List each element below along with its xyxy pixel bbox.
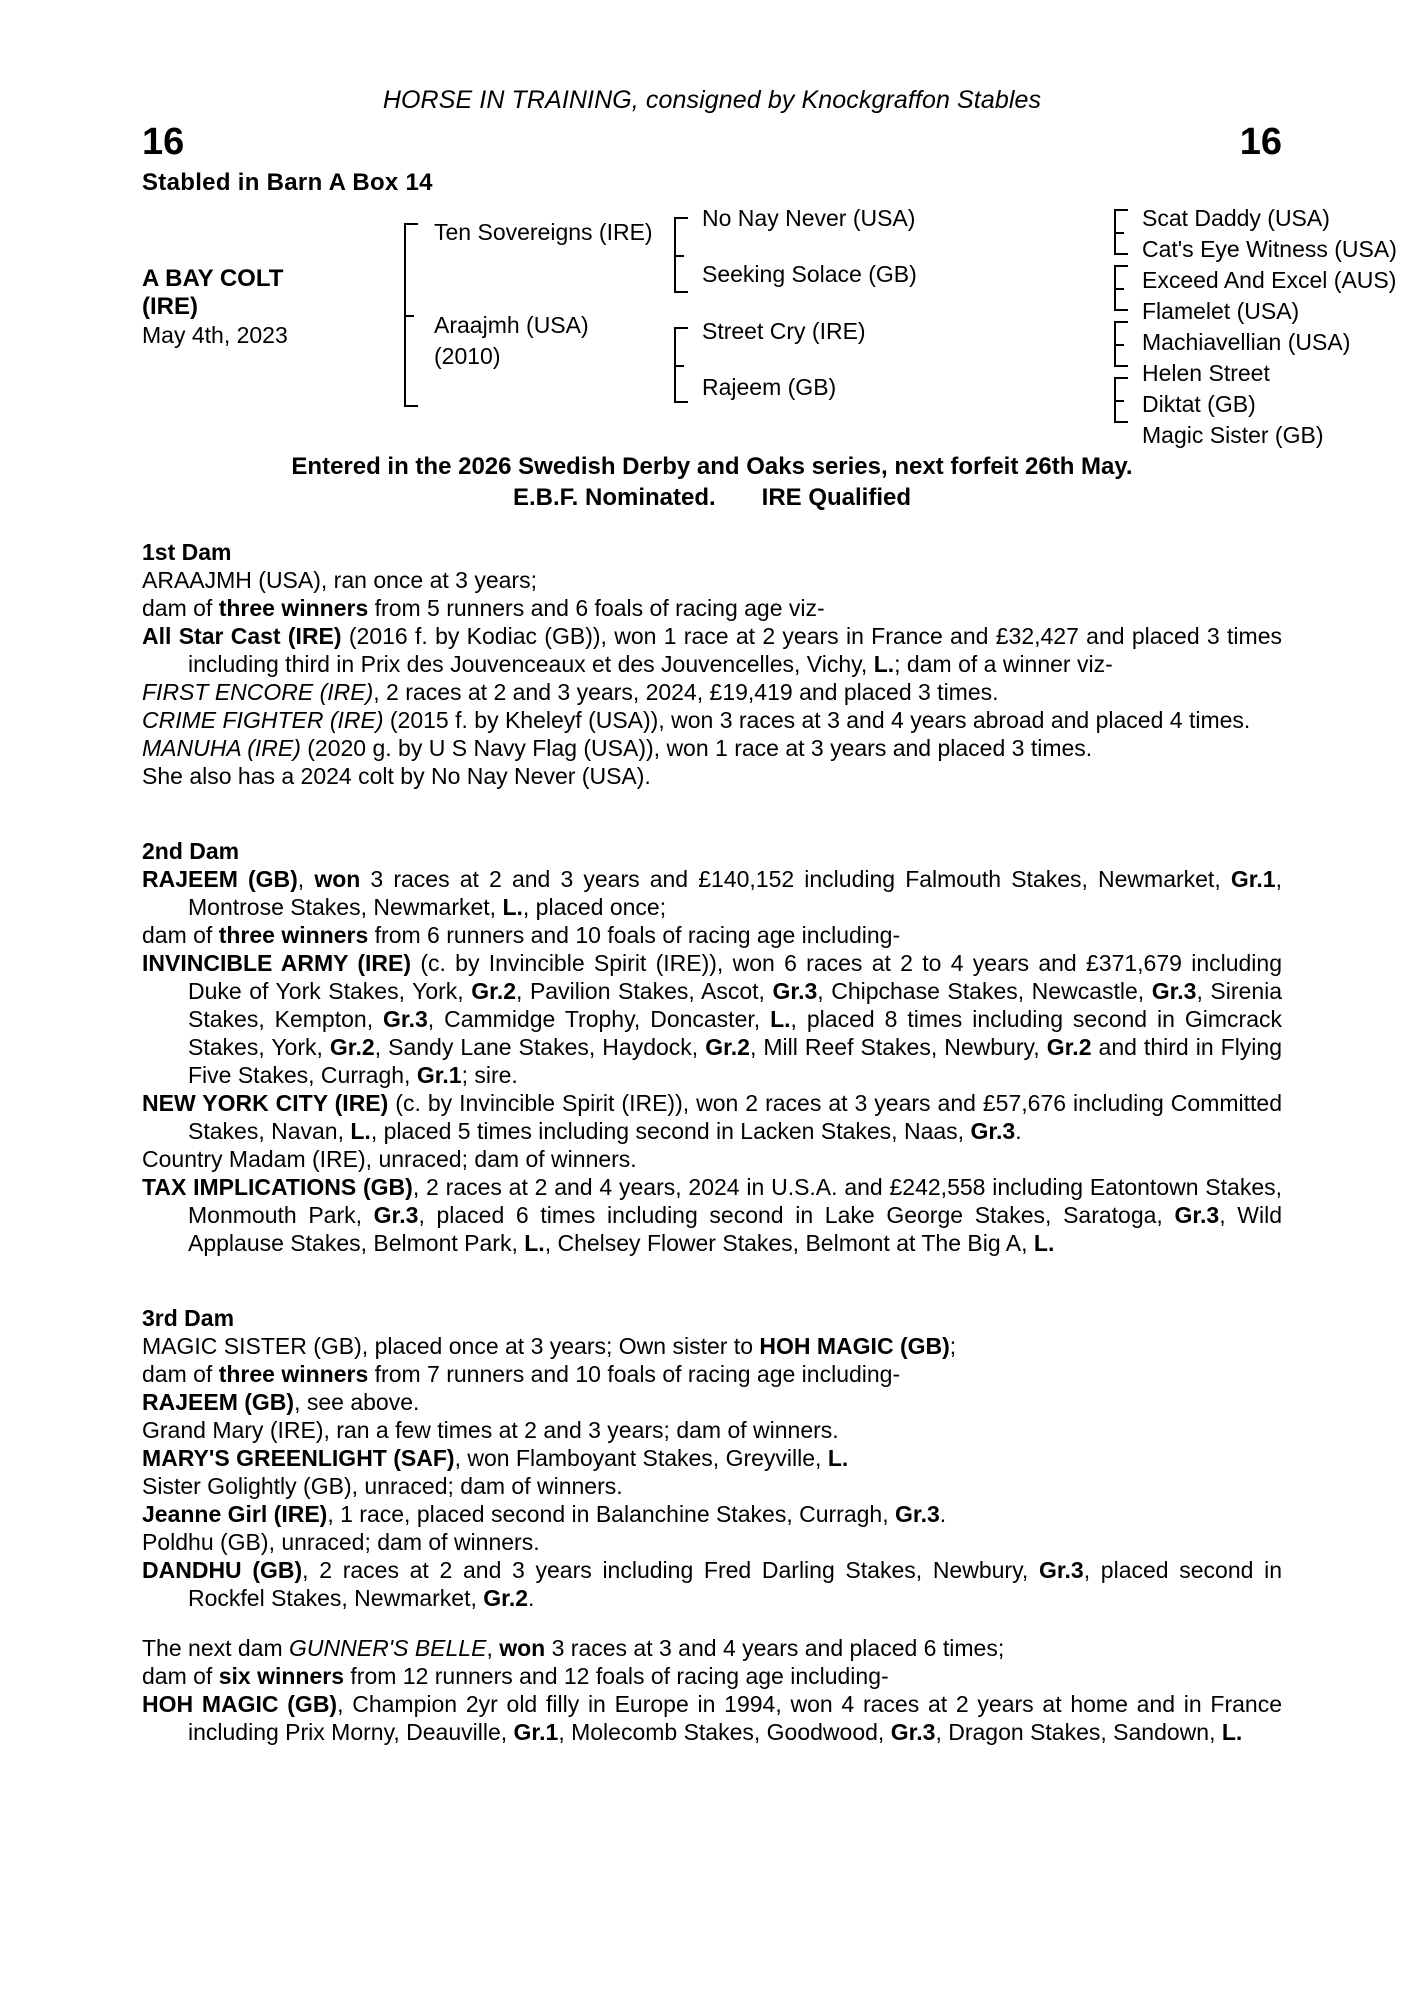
progeny-text: (2020 g. by U S Navy Flag (USA)), won 1 race at 3 years and placed 3 times. — [300, 735, 1093, 761]
progeny-grade: L. — [873, 651, 895, 677]
first-dam-damof-post: from 5 runners and 6 foals of racing age viz- — [368, 595, 825, 621]
stabling-info: Stabled in Barn A Box 14 — [142, 169, 433, 196]
lot-number-row — [142, 121, 1282, 167]
first-dam-heading: 1st Dam — [142, 539, 232, 565]
third-dam-line1: , placed once at 3 years; Own sister to — [361, 1333, 760, 1359]
progeny-name: All Star Cast (IRE) — [142, 623, 342, 649]
third-dam-line2: ; — [949, 1333, 957, 1359]
dam-dam-name: Rajeem (GB) — [702, 374, 837, 400]
progeny-text: , 2 races at 2 and 3 years including Fred Darling Stakes, Newbury, Gr.3, placed second in Rockfel Stakes, Newmarket, Gr.2. — [188, 1557, 1283, 1611]
second-dam-won: won — [314, 866, 361, 892]
progeny-text: , unraced; dam of winners. — [351, 1473, 623, 1499]
pedigree-subject — [142, 265, 382, 349]
gen3-6: Helen Street — [1142, 360, 1270, 386]
progeny-text: , unraced; dam of winners. — [268, 1529, 540, 1555]
progeny-name: INVINCIBLE ARMY (IRE) — [142, 950, 412, 976]
progeny-text: (c. by Invincible Spirit (IRE)), won 6 races at 2 to 4 years and £371,679 including Duke of York Stakes, York, Gr.2, Pavilion Stakes, Ascot, Gr.3, Chipchase Stakes, Newcastle, Gr.3, Sirenia Stakes, Kempton, Gr.3, Cammidge Trophy, Doncaster, L., placed 8 times including second in Gimcrack Stakes, York, Gr.2, Sandy Lane Stakes, Haydock, Gr.2, Mill Reef Stakes, Newbury, Gr.2 and third in Flying Five Stakes, Curragh, Gr.1; sire. — [188, 950, 1283, 1088]
subject-name: A BAY COLT — [142, 265, 284, 292]
second-dam-damof-post: from 6 runners and 10 foals of racing age including- — [368, 922, 901, 948]
progeny-name: Country Madam (IRE) — [142, 1146, 366, 1172]
lot-number-right: 16 — [1239, 121, 1282, 163]
progeny-text: , ran a few times at 2 and 3 years; dam of winners. — [323, 1417, 839, 1443]
second-dam-intro: RAJEEM (GB), won 3 races at 2 and 3 years and £140,152 including Falmouth Stakes, Newmarket, Gr.1, Montrose Stakes, Newmarket, L., placed once; — [142, 866, 1282, 920]
progeny-text: , 2 races at 2 and 3 years, 2024, £19,419 and placed 3 times. — [373, 679, 999, 705]
progeny-name: FIRST ENCORE (IRE) — [142, 679, 374, 705]
progeny-entry — [142, 1145, 1282, 1173]
progeny-text: (2015 f. by Kheleyf (USA)), won 3 races at 3 and 4 years abroad and placed 4 times. — [383, 707, 1251, 733]
progeny-name: CRIME FIGHTER (IRE) — [142, 707, 384, 733]
progeny-entry — [142, 1089, 1282, 1145]
next-dam-line1: 3 races at 3 and 4 years and placed 6 times; — [545, 1635, 1005, 1661]
second-dam-line2: , Montrose Stakes, Newmarket, — [188, 866, 1282, 920]
third-dam-sister: HOH MAGIC (GB) — [759, 1333, 950, 1359]
progeny-entry — [142, 678, 1282, 706]
third-dam-name: MAGIC SISTER (GB) — [142, 1333, 362, 1359]
next-dam-intro — [142, 1634, 1282, 1662]
next-dam-won: won — [499, 1635, 546, 1661]
pedigree-generation-1 — [434, 217, 684, 372]
sire-sire-name: No Nay Never (USA) — [702, 205, 916, 231]
third-dam-intro — [142, 1332, 1282, 1360]
progeny-text: (c. by Invincible Spirit (IRE)), won 2 races at 3 years and £57,676 including Committed Stakes, Navan, L., placed 5 times including second in Lacken Stakes, Naas, Gr.3. — [188, 1090, 1282, 1144]
next-dam-name: GUNNER'S BELLE — [289, 1635, 487, 1661]
entry-notice-line1: Entered in the 2026 Swedish Derby and Oaks series, next forfeit 26th May. — [291, 453, 1133, 480]
second-dam-damof-count: three winners — [218, 922, 369, 948]
progeny-name: MANUHA (IRE) — [142, 735, 301, 761]
first-dam-closing: She also has a 2024 colt by No Nay Never (USA). — [142, 763, 651, 789]
second-dam-damof — [142, 921, 1282, 949]
next-dam-damof-pre: dam of — [142, 1663, 219, 1689]
progeny-entry — [142, 1690, 1282, 1746]
sire-name: Ten Sovereigns (IRE) — [434, 219, 653, 245]
progeny-entry — [142, 1500, 1282, 1528]
ire-qualified: IRE Qualified — [761, 484, 912, 511]
progeny-name: Grand Mary (IRE) — [142, 1417, 324, 1443]
progeny-text: , won Flamboyant Stakes, Greyville, L. — [454, 1445, 849, 1471]
third-dam-damof — [142, 1360, 1282, 1388]
ebf-nominated: E.B.F. Nominated. — [512, 484, 716, 511]
entry-notice-line2 — [142, 482, 1282, 513]
first-dam-name: ARAAJMH (USA) — [142, 567, 321, 593]
progeny-text: , 2 races at 2 and 4 years, 2024 in U.S.A. and £242,558 including Eatontown Stakes, Monmouth Park, Gr.3, placed 6 times including second in Lake George Stakes, Saratoga, Gr.3, Wild Applause Stakes, Belmont Park, L., Chelsey Flower Stakes, Belmont at The Big A, L. — [188, 1174, 1283, 1256]
first-dam-intro-rest: , ran once at 3 years; — [320, 567, 537, 593]
gen3-8: Magic Sister (GB) — [1142, 422, 1324, 448]
next-dam-damof — [142, 1662, 1282, 1690]
progeny-entry — [142, 1173, 1282, 1257]
progeny-text: (2016 f. by Kodiac (GB)), won 1 race at 2 years in France and £32,427 and placed 3 times including third in Prix des Jouvenceaux et des Jouvencelles, Vichy, — [188, 623, 1282, 677]
second-dam-line1: 3 races at 2 and 3 years and £140,152 including Falmouth Stakes, Newmarket, — [360, 866, 1231, 892]
bracket-gen3-a — [1114, 209, 1128, 255]
gen3-2: Cat's Eye Witness (USA) — [1142, 236, 1397, 262]
next-dam-damof-post: from 12 runners and 12 foals of racing age including- — [344, 1663, 889, 1689]
third-dam-damof-post: from 7 runners and 10 foals of racing age including- — [368, 1361, 901, 1387]
next-dam-pre: The next dam — [142, 1635, 290, 1661]
lot-number-left: 16 — [142, 121, 185, 163]
progeny-entry — [142, 706, 1282, 734]
second-dam-name: RAJEEM (GB) — [142, 866, 298, 892]
next-dam-damof-count: six winners — [218, 1663, 344, 1689]
first-dam-intro — [142, 566, 1282, 594]
progeny-entry — [142, 734, 1282, 762]
progeny-entry — [142, 1416, 1282, 1444]
progeny-entry — [142, 1556, 1282, 1612]
progeny-name: DANDHU (GB) — [142, 1557, 303, 1583]
progeny-text: , 1 race, placed second in Balanchine Stakes, Curragh, Gr.3. — [327, 1501, 947, 1527]
bracket-subject — [404, 223, 418, 407]
progeny-text: , see above. — [294, 1389, 420, 1415]
next-dam-mid: , — [486, 1635, 500, 1661]
progeny-entry — [142, 622, 1282, 678]
entry-notice — [142, 451, 1282, 513]
pedigree-generation-3 — [1142, 203, 1424, 451]
third-dam-damof-pre: dam of — [142, 1361, 219, 1387]
second-dam-heading: 2nd Dam — [142, 838, 240, 864]
gen3-1: Scat Daddy (USA) — [1142, 205, 1330, 231]
page-header-title: HORSE IN TRAINING, consigned by Knockgraffon Stables — [382, 86, 1042, 114]
gen3-3: Exceed And Excel (AUS) — [1142, 267, 1397, 293]
second-dam-gr1: Gr.1 — [1230, 866, 1276, 892]
gen3-7: Diktat (GB) — [1142, 391, 1256, 417]
progeny-entry — [142, 1472, 1282, 1500]
bracket-gen3-b — [1114, 265, 1128, 311]
pedigree-table — [142, 203, 1397, 448]
progeny-text: , Champion 2yr old filly in Europe in 1994, won 4 races at 2 years at home and in France including Prix Morny, Deauville, Gr.1, Molecomb Stakes, Goodwood, Gr.3, Dragon Stakes, Sandown, L. — [188, 1691, 1282, 1745]
dam-sire-name: Street Cry (IRE) — [702, 318, 866, 344]
second-dam-listed: L. — [502, 894, 523, 920]
progeny-entry — [142, 1528, 1282, 1556]
progeny-name: Poldhu (GB) — [142, 1529, 269, 1555]
progeny-entry — [142, 1388, 1282, 1416]
dam-name: Araajmh (USA) — [434, 312, 589, 338]
progeny-name: Jeanne Girl (IRE) — [142, 1501, 328, 1527]
page-content — [142, 86, 1397, 1746]
progeny-name: HOH MAGIC (GB) — [142, 1691, 338, 1717]
progeny-name: TAX IMPLICATIONS (GB) — [142, 1174, 413, 1200]
gen3-4: Flamelet (USA) — [1142, 298, 1300, 324]
second-dam-line3: , placed once; — [522, 894, 667, 920]
first-dam-damof — [142, 594, 1282, 622]
third-dam-damof-count: three winners — [218, 1361, 369, 1387]
first-dam-damof-count: three winners — [218, 595, 369, 621]
progeny-entry — [142, 1444, 1282, 1472]
pedigree-generation-2 — [702, 203, 954, 403]
subject-foaling-date: May 4th, 2023 — [142, 322, 288, 348]
progeny-entry — [142, 949, 1282, 1089]
third-dam-heading: 3rd Dam — [142, 1305, 235, 1331]
progeny-name: NEW YORK CITY (IRE) — [142, 1090, 389, 1116]
progeny-name: Sister Golightly (GB) — [142, 1473, 352, 1499]
first-dam-damof-pre: dam of — [142, 595, 219, 621]
sire-dam-name: Seeking Solace (GB) — [702, 261, 917, 287]
progeny-tail: ; dam of a winner viz- — [894, 651, 1113, 677]
bracket-gen3-c — [1114, 321, 1128, 367]
second-dam-damof-pre: dam of — [142, 922, 219, 948]
progeny-text: , unraced; dam of winners. — [365, 1146, 637, 1172]
subject-country: (IRE) — [142, 293, 198, 320]
gen3-5: Machiavellian (USA) — [1142, 329, 1351, 355]
progeny-name: RAJEEM (GB) — [142, 1389, 295, 1415]
progeny-name: MARY'S GREENLIGHT (SAF) — [142, 1445, 455, 1471]
bracket-gen3-d — [1114, 377, 1128, 423]
dam-year: (2010) — [434, 343, 501, 369]
